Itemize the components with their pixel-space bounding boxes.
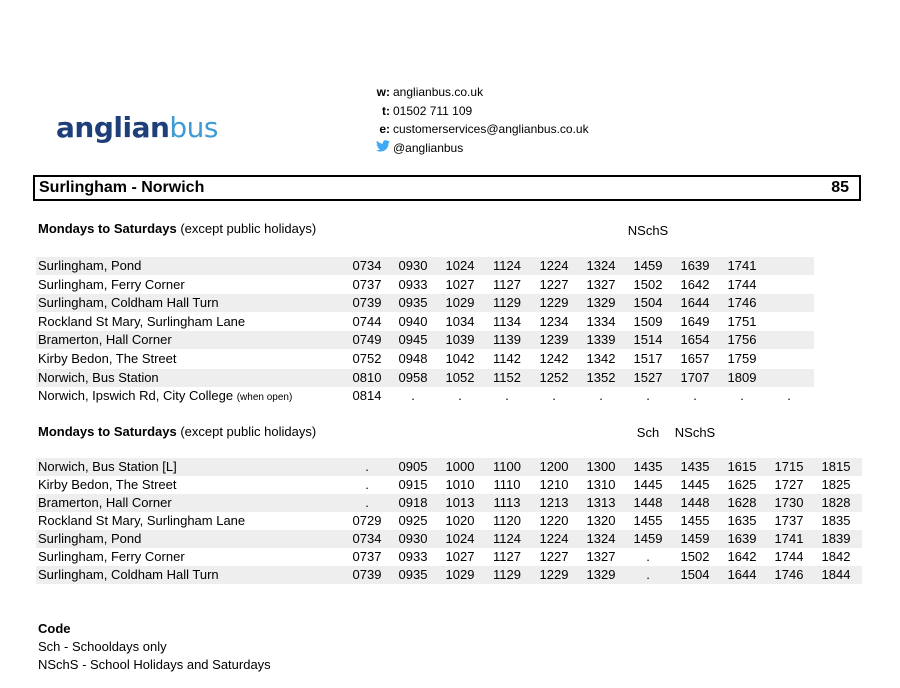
departure-time: 1644	[727, 567, 757, 582]
departure-time: 1242	[539, 351, 569, 366]
departure-time: 1339	[586, 332, 616, 348]
contact-label: t:	[382, 103, 390, 118]
departure-time: 0749	[352, 332, 382, 348]
twitter-handle[interactable]: @anglianbus	[393, 140, 464, 155]
table-row	[36, 387, 814, 405]
departure-time: 0810	[352, 369, 382, 385]
departure-time: 1459	[680, 531, 710, 546]
departure-time: 1124	[493, 531, 521, 546]
departure-time: 1756	[727, 332, 757, 348]
departure-time: 1744	[727, 276, 757, 292]
stop-name	[38, 477, 177, 492]
logo-text-bus: bus	[169, 111, 219, 144]
departure-time: 1746	[727, 295, 757, 311]
legend-heading: Code	[38, 621, 71, 636]
departure-time: .	[458, 388, 462, 404]
stop-name-text: Norwich, Bus Station	[38, 369, 159, 385]
departure-time: 1751	[727, 313, 757, 329]
departure-time: 1727	[774, 477, 804, 492]
table-row	[36, 476, 862, 494]
departure-time: 1024	[445, 258, 475, 273]
departure-time: 1027	[445, 276, 475, 292]
departure-time: 1744	[774, 549, 804, 564]
departure-time: 1252	[539, 369, 569, 385]
stop-name-text: Bramerton, Hall Corner	[38, 495, 172, 510]
departure-time: 1707	[680, 369, 710, 385]
departure-time: 1327	[586, 276, 616, 292]
departure-time: 1200	[539, 459, 569, 474]
departure-time: .	[411, 388, 415, 404]
departure-time: 1435	[680, 459, 710, 474]
departure-time: 0814	[352, 388, 382, 404]
table-row	[36, 458, 862, 476]
heading-note: (except public holidays)	[176, 221, 317, 236]
phone-number[interactable]: 01502 711 109	[393, 103, 473, 118]
departure-time: .	[787, 388, 791, 404]
departure-time: 1809	[727, 369, 757, 385]
departure-time: 1455	[633, 513, 663, 528]
stop-name	[38, 277, 185, 292]
departure-time: 0905	[398, 459, 428, 474]
departure-time: 1741	[774, 531, 804, 546]
departure-time: 1300	[586, 459, 616, 474]
departure-time: 1052	[445, 369, 475, 385]
stop-name	[38, 332, 172, 347]
departure-time: 1329	[586, 295, 616, 311]
departure-time: 1844	[821, 567, 851, 582]
stop-name	[38, 351, 177, 366]
departure-time: 1644	[680, 295, 710, 311]
table-row	[36, 331, 814, 349]
table-row	[36, 313, 814, 331]
stop-name	[38, 495, 172, 510]
departure-time: 1224	[539, 531, 569, 546]
departure-time: 0729	[352, 513, 382, 528]
departure-time: 1657	[680, 351, 710, 366]
stop-name	[38, 459, 177, 474]
departure-time: 1842	[821, 549, 851, 564]
departure-time: 0739	[352, 295, 382, 311]
departure-time: 0737	[352, 276, 382, 292]
departure-time: 1329	[586, 567, 616, 582]
stop-name-text: Norwich, Ipswich Rd, City College	[38, 388, 234, 404]
departure-time: 1327	[586, 549, 616, 564]
departure-time: 1324	[586, 258, 616, 273]
logo-text-anglian: anglian	[56, 111, 170, 144]
stop-name	[38, 567, 219, 582]
departure-time: .	[365, 495, 369, 510]
stop-name	[38, 549, 185, 564]
departure-time: 1654	[680, 332, 710, 348]
heading-note: (except public holidays)	[176, 424, 317, 439]
stop-name	[38, 258, 141, 273]
legend-item: NSchS - School Holidays and Saturdays	[38, 657, 271, 672]
departure-time: 1615	[727, 459, 757, 474]
email-link[interactable]: customerservices@anglianbus.co.uk	[393, 122, 589, 136]
departure-time: 1000	[445, 459, 475, 474]
stop-name	[38, 531, 141, 546]
departure-time: 1027	[445, 549, 475, 564]
departure-time: 1239	[539, 332, 569, 348]
departure-time: 1100	[493, 459, 521, 474]
route-title-box	[33, 175, 861, 201]
departure-time: 1502	[680, 549, 710, 564]
departure-time: 1815	[821, 459, 851, 474]
departure-time: 1039	[445, 332, 475, 348]
stop-name-text: Surlingham, Coldham Hall Turn	[38, 295, 219, 311]
departure-time: 1110	[493, 477, 521, 492]
departure-time: .	[552, 388, 556, 404]
table-row	[36, 276, 814, 294]
table-row	[36, 257, 814, 275]
stop-name-text: Surlingham, Coldham Hall Turn	[38, 567, 219, 582]
stop-name-text: Bramerton, Hall Corner	[38, 332, 172, 348]
departure-time: 1229	[539, 567, 569, 582]
contact-label: w:	[376, 85, 390, 99]
departure-time: 1839	[821, 531, 851, 546]
contact-label: e:	[379, 122, 390, 136]
service-code-label: NSchS	[674, 425, 716, 440]
departure-time: 1029	[445, 295, 475, 311]
departure-time: 1828	[821, 495, 851, 510]
departure-time: .	[365, 477, 369, 492]
departure-time: 1649	[680, 313, 710, 329]
departure-time: 1029	[445, 567, 475, 582]
contact-twitter	[370, 139, 589, 158]
departure-time: 0925	[398, 513, 428, 528]
contact-phone	[370, 102, 589, 121]
departure-time: 1129	[493, 295, 521, 311]
table-row	[36, 530, 862, 548]
departure-time: 1210	[539, 477, 569, 492]
stop-name	[38, 314, 245, 329]
departure-time: 1010	[445, 477, 475, 492]
departure-time: 1639	[727, 531, 757, 546]
departure-time: 0933	[398, 549, 428, 564]
departure-time: 1435	[633, 459, 663, 474]
anglianbus-logo	[56, 112, 218, 144]
departure-time: 1124	[493, 258, 521, 273]
departure-time: 1139	[493, 332, 521, 348]
departure-time: 0918	[398, 495, 428, 510]
departure-time: 1514	[633, 332, 663, 348]
departure-time: 1042	[445, 351, 475, 366]
departure-time: 0940	[398, 313, 428, 329]
departure-time: 1835	[821, 513, 851, 528]
departure-time: 1448	[680, 495, 710, 510]
code-legend	[38, 620, 271, 674]
departure-time: .	[599, 388, 603, 404]
departure-time: 0933	[398, 276, 428, 292]
departure-time: 1034	[445, 313, 475, 329]
departure-time: 1127	[493, 276, 521, 292]
departure-time: 0737	[352, 549, 382, 564]
departure-time: 1342	[586, 351, 616, 366]
departure-time: 1334	[586, 313, 616, 329]
stop-name	[38, 513, 245, 528]
stop-name	[38, 388, 292, 403]
timetable-2-heading	[38, 424, 316, 439]
departure-time: .	[505, 388, 509, 404]
stop-name-text: Surlingham, Pond	[38, 531, 142, 546]
departure-time: 1502	[633, 276, 663, 292]
table-row	[36, 548, 862, 566]
stop-name-text: Kirby Bedon, The Street	[38, 477, 177, 492]
departure-time: 0930	[398, 258, 428, 273]
departure-time: 1445	[680, 477, 710, 492]
departure-time: 1134	[493, 313, 521, 329]
departure-time: 0734	[352, 531, 382, 546]
departure-time: 0935	[398, 295, 428, 311]
stop-name-text: Surlingham, Ferry Corner	[38, 276, 185, 292]
departure-time: 1517	[633, 351, 663, 366]
legend-item: Sch - Schooldays only	[38, 639, 167, 654]
stop-name	[38, 370, 159, 385]
table-row	[36, 512, 862, 530]
departure-time: .	[646, 388, 650, 404]
departure-time: 1642	[727, 549, 757, 564]
departure-time: 0915	[398, 477, 428, 492]
service-code-label: Sch	[636, 425, 660, 440]
departure-time: 1120	[493, 513, 521, 528]
departure-time: 1024	[445, 531, 475, 546]
departure-time: 0948	[398, 351, 428, 366]
departure-time: 1628	[727, 495, 757, 510]
departure-time: .	[646, 567, 650, 582]
stop-name-text: Norwich, Bus Station [L]	[38, 459, 177, 474]
stop-name	[38, 295, 219, 310]
departure-time: 0744	[352, 313, 382, 329]
departure-time: 1313	[586, 495, 616, 510]
departure-time: 1142	[493, 351, 521, 366]
heading-days: Mondays to Saturdays	[38, 221, 177, 236]
departure-time: 1459	[633, 258, 663, 273]
departure-time: 1445	[633, 477, 663, 492]
departure-time: .	[693, 388, 697, 404]
departure-time: 1715	[774, 459, 804, 474]
departure-time: 1825	[821, 477, 851, 492]
departure-time: 1234	[539, 313, 569, 329]
departure-time: 1152	[493, 369, 521, 385]
table-row	[36, 350, 814, 368]
stop-name-text: Rockland St Mary, Surlingham Lane	[38, 313, 246, 329]
departure-time: 0930	[398, 531, 428, 546]
stop-name-text: Surlingham, Ferry Corner	[38, 549, 185, 564]
departure-time: 1229	[539, 295, 569, 311]
twitter-bird-icon	[370, 139, 390, 158]
departure-time: 1639	[680, 258, 710, 273]
departure-time: 1013	[445, 495, 475, 510]
departure-time: 1213	[539, 495, 569, 510]
contact-website	[370, 83, 589, 102]
departure-time: 1459	[633, 531, 663, 546]
departure-time: 1220	[539, 513, 569, 528]
departure-time: 1642	[680, 276, 710, 292]
departure-time: 1324	[586, 531, 616, 546]
table-row	[36, 294, 814, 312]
departure-time: 1527	[633, 369, 663, 385]
departure-time: .	[365, 459, 369, 474]
stop-name-text: Surlingham, Pond	[38, 258, 142, 273]
departure-time: 1020	[445, 513, 475, 528]
stop-name-text: Rockland St Mary, Surlingham Lane	[38, 513, 246, 528]
departure-time: 1320	[586, 513, 616, 528]
route-title: Surlingham - Norwich	[39, 179, 205, 196]
departure-time: 1759	[727, 351, 757, 366]
departure-time: 0958	[398, 369, 428, 385]
departure-time: .	[740, 388, 744, 404]
contact-email	[370, 120, 589, 139]
departure-time: 1352	[586, 369, 616, 385]
departure-time: 1455	[680, 513, 710, 528]
departure-time: 0739	[352, 567, 382, 582]
table-row	[36, 566, 862, 584]
departure-time: 1635	[727, 513, 757, 528]
departure-time: 1625	[727, 477, 757, 492]
departure-time: 0935	[398, 567, 428, 582]
departure-time: 1746	[774, 567, 804, 582]
departure-time: 1504	[633, 295, 663, 311]
departure-time: 1741	[727, 258, 757, 273]
departure-time: 1113	[493, 495, 521, 510]
departure-time: 0945	[398, 332, 428, 348]
route-number: 85	[831, 179, 849, 196]
heading-days: Mondays to Saturdays	[38, 424, 177, 439]
stop-note: (when open)	[236, 392, 293, 404]
timetable-1-heading	[38, 221, 316, 236]
table-row	[36, 494, 862, 512]
departure-time: 1227	[539, 276, 569, 292]
departure-time: 1504	[680, 567, 710, 582]
table-row	[36, 369, 814, 387]
service-code-label: NSchS	[627, 223, 669, 238]
departure-time: 1509	[633, 313, 663, 329]
departure-time: 1737	[774, 513, 804, 528]
departure-time: 1730	[774, 495, 804, 510]
departure-time: 1448	[633, 495, 663, 510]
departure-time: 0752	[352, 351, 382, 366]
departure-time: .	[646, 549, 650, 564]
stop-name-text: Kirby Bedon, The Street	[38, 351, 177, 366]
departure-time: 1127	[493, 549, 521, 564]
departure-time: 0734	[352, 258, 382, 273]
departure-time: 1227	[539, 549, 569, 564]
departure-time: 1129	[493, 567, 521, 582]
departure-time: 1310	[586, 477, 616, 492]
contact-info	[370, 83, 589, 157]
departure-time: 1224	[539, 258, 569, 273]
website-link[interactable]: anglianbus.co.uk	[393, 85, 484, 99]
